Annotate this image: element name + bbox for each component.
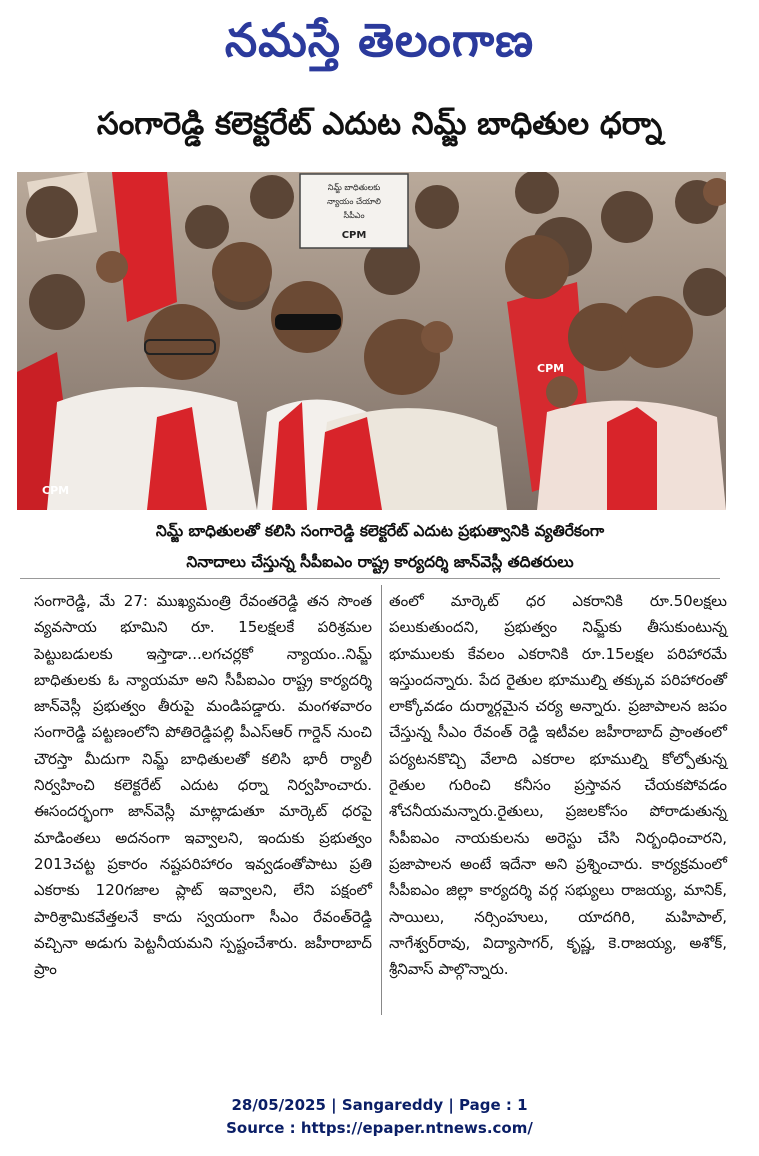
protest-photo-illustration [17, 172, 726, 510]
flag-party-label: CPM [42, 484, 70, 497]
article-column-left: సంగారెడ్డి, మే 27: ముఖ్యమంత్రి రేవంతరెడ్డి తన సొంత వ్యవసాయ భూమిని రూ. 15లక్షలకే పరిశ్రమల పెట్టుబడులకు ఇస్తాడా...లగచర్లకో న్యాయం..నిమ్జ్ బాధితులకు ఓ న్యాయమా అని సీపీఐఎం రాష్ట్ర కార్యదర్శి జాన్‌వెస్లీ ప్రభుత్వం తీరుపై మండిపడ్డారు. మంగళవారం సంగారెడ్డి పట్టణంలోని పోతిరెడ్డిపల్లి పీఎస్ఆర్ గార్డెన్ నుంచి చౌరస్తా మీదుగా నిమ్జ్ బాధితులతో కలిసి భారీ ర్యాలీ నిర్వహించి కలెక్టరేట్ ఎదుట ధర్నా నిర్వహించారు. ఈసందర్భంగా జాన్‌వెస్లీ మాట్లాడుతూ మార్కెట్ ధరపై మాడింతలు అదనంగా ఇవ్వాలని, ఇందుకు ప్రభుత్వం 2013చట్ట ప్రకారం నష్టపరిహారం ఇవ్వడంతోపాటు ప్రతి ఎకరాకు 120గజాల ప్లాట్ ఇవ్వాలని, లేని పక్షంలో పారిశ్రామికవేత్తలనే కాదు స్వయంగా సీఎం రేవంత్‌రెడ్డి వచ్చినా అడుగు పెట్టనీయమని స్పష్టంచేశారు. జహీరాబాద్ ప్రాం [34, 592, 372, 979]
protest-photo [17, 172, 726, 510]
caption-line: నిమ్జ్ బాధితులతో కలిసి సంగారెడ్డి కలెక్టరేట్ ఎదుట ప్రభుత్వానికి వ్యతిరేకంగా [155, 522, 605, 540]
placard-line-2: న్యాయం చేయాలి [327, 197, 381, 206]
caption-divider [20, 578, 720, 579]
photo-caption [95, 516, 665, 578]
column-divider [381, 585, 382, 1015]
flag-party-label: CPM [537, 362, 565, 375]
masthead-title: నమస్తే తెలంగాణ [224, 13, 535, 67]
footer-date-page: 28/05/2025 | Sangareddy | Page : 1 [231, 1096, 528, 1114]
placard-line-1: నిమ్జ్ బాధితులకు [327, 183, 381, 192]
page-footer [0, 1094, 759, 1140]
caption-line: నినాదాలు చేస్తున్న సీపీఐఎం రాష్ట్ర కార్యదర్శి జాన్‌వెస్లీ తదితరులు [186, 553, 574, 571]
article-headline: సంగారెడ్డి కలెక్టరేట్ ఎదుట నిమ్జ్ బాధితుల ధర్నా [96, 106, 663, 142]
article-column-right: తంలో మార్కెట్ ధర ఎకరానికి రూ.50లక్షలు పలుకుతుందని, ప్రభుత్వం నిమ్జ్‌కు తీసుకుంటున్న భూములకు కేవలం ఎకరానికి రూ.15లక్షల పరిహారమే ఇస్తుందన్నారు. పేద రైతుల భూముల్ని తక్కువ పరిహారంతో లాక్కోవడం దుర్మార్గమైన చర్య అన్నారు. ప్రజాపాలన జపం చేస్తున్న సీఎం రేవంత్ రెడ్డి ఇటీవల జహీరాబాద్ ప్రాంతంలో పర్యటనకొచ్చి వేలాది ఎకరాల భూముల్ని కోల్పోతున్న రైతుల గురించి కనీసం ప్రస్తావన చేయకపోవడం శోచనీయమన్నారు.రైతులు, ప్రజలకోసం పోరాడుతున్న సీపీఐఎం నాయకులను అరెస్టు చేసి నిర్బంధించారని, ప్రజాపాలన అంటే ఇదేనా అని ప్రశ్నించారు. కార్యక్రమంలో సీపీఐఎం జిల్లా కార్యదర్శి వర్గ సభ్యులు రాజయ్య, మానిక్, సాయిలు, నర్సింహులు, యాదగిరి, మహిపాల్, నాగేశ్వర్‌రావు, విద్యాసాగర్, కృష్ణ, కె.రాజయ్య, అశోక్, శ్రీనివాస్ పాల్గొన్నారు. [389, 592, 727, 979]
footer-source: Source : https://epaper.ntnews.com/ [226, 1119, 533, 1137]
placard-line-3: సీపీఎం [343, 211, 365, 220]
placard-party: CPM [341, 230, 367, 241]
newspaper-masthead [0, 4, 759, 76]
